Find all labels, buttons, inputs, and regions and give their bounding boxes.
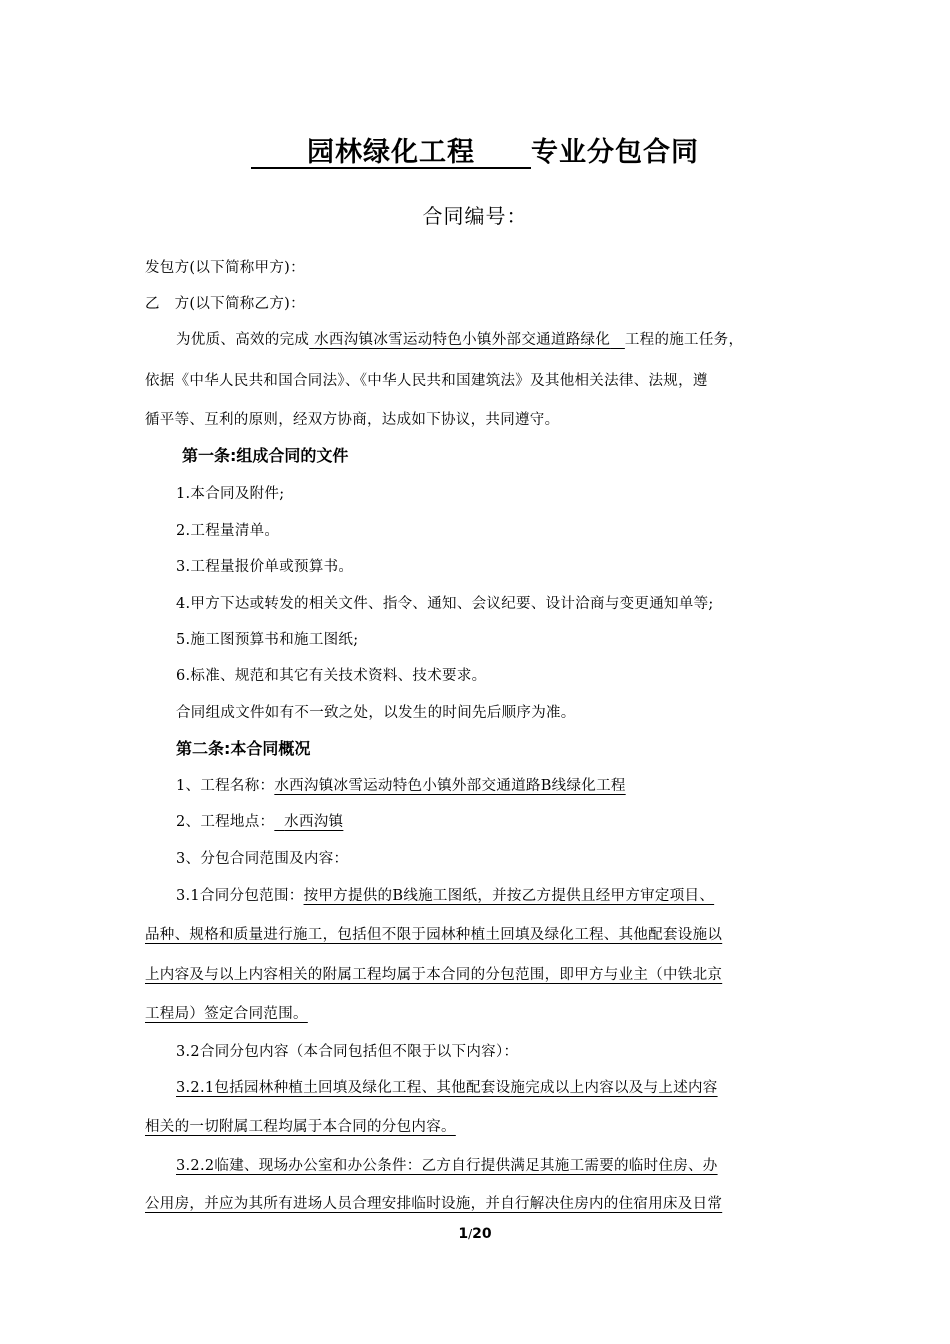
scope-3-1-line-1 bbox=[176, 884, 714, 905]
current-page: 1 bbox=[458, 1226, 469, 1242]
intro-line-1 bbox=[176, 328, 743, 349]
article-1-item: 4.甲方下达或转发的相关文件、指令、通知、会议纪要、设计洽商与变更通知单等; bbox=[176, 596, 714, 612]
party-a-line: 发包方(以下简称甲方)： bbox=[145, 260, 305, 276]
article-2-heading: 第二条:本合同概况 bbox=[176, 739, 311, 758]
scope-3-1-line-3: 上内容及与以上内容相关的附属工程均属于本合同的分包范围，即甲方与业主（中铁北京 bbox=[145, 967, 723, 983]
page-separator: / bbox=[468, 1227, 473, 1241]
intro-project-text: 水西沟镇冰雪运动特色小镇外部交通道路绿化 bbox=[314, 332, 611, 348]
project-name-label: 1、工程名称： bbox=[176, 778, 275, 794]
scope-3-2-1-line-1: 3.2.1包括园林种植土回填及绿化工程、其他配套设施完成以上内容以及与上述内容 bbox=[176, 1080, 718, 1096]
article-1-item: 3.工程量报价单或预算书。 bbox=[176, 559, 354, 575]
intro-suffix: 工程的施工任务， bbox=[624, 332, 744, 348]
article-1-heading: 第一条:组成合同的文件 bbox=[182, 446, 349, 465]
scope-3-1-label: 3.1合同分包范围： bbox=[176, 888, 304, 904]
intro-project-name bbox=[309, 332, 625, 348]
contract-number-label: 合同编号： bbox=[422, 204, 528, 228]
scope-3-1-line-4: 工程局）签定合同范围。 bbox=[145, 1006, 308, 1022]
project-name-value: 水西沟镇冰雪运动特色小镇外部交通道路B线绿化工程 bbox=[274, 778, 626, 794]
document-title bbox=[0, 130, 950, 169]
intro-prefix: 为优质、高效的完成 bbox=[176, 332, 310, 348]
scope-3-2-2-line-1: 3.2.2临建、现场办公室和办公条件：乙方自行提供满足其施工需要的临时住房、办 bbox=[176, 1158, 718, 1174]
article-1-item: 6.标准、规范和其它有关技术资料、技术要求。 bbox=[176, 668, 487, 684]
scope-heading: 3、分包合同范围及内容： bbox=[176, 851, 349, 867]
project-location-label: 2、工程地点： bbox=[176, 814, 275, 830]
scope-3-2-1-line-2: 相关的一切附属工程均属于本合同的分包内容。 bbox=[145, 1119, 456, 1135]
scope-3-2-heading: 3.2合同分包内容（本合同包括但不限于以下内容）： bbox=[176, 1044, 519, 1060]
intro-line-3: 循平等、互利的原则，经双方协商，达成如下协议，共同遵守。 bbox=[145, 412, 560, 428]
scope-3-1-line-2: 品种、规格和质量进行施工，包括但不限于园林种植土回填及绿化工程、其他配套设施以 bbox=[145, 927, 723, 943]
scope-3-1-text: 按甲方提供的B线施工图纸，并按乙方提供且经甲方审定项目、 bbox=[303, 888, 715, 904]
intro-line-2: 依据《中华人民共和国合同法》、《中华人民共和国建筑法》及其他相关法律、法规，遵 bbox=[145, 373, 708, 389]
project-location-line bbox=[176, 810, 687, 831]
title-project: 园林绿化工程 bbox=[307, 137, 475, 168]
project-location-value: 水西沟镇 bbox=[284, 814, 344, 830]
party-b-line: 乙 方(以下简称乙方)： bbox=[145, 296, 305, 312]
article-1-note: 合同组成文件如有不一致之处，以发生的时间先后顺序为准。 bbox=[176, 705, 576, 721]
page-number bbox=[0, 1226, 950, 1242]
title-suffix: 专业分包合同 bbox=[531, 137, 699, 168]
scope-3-2-2-line-2: 公用房，并应为其所有进场人员合理安排临时设施，并自行解决住房内的住宿用床及日常 bbox=[145, 1196, 723, 1212]
article-1-item: 1.本合同及附件; bbox=[176, 486, 285, 502]
article-1-item: 5.施工图预算书和施工图纸; bbox=[176, 632, 359, 648]
total-pages: 20 bbox=[472, 1226, 492, 1242]
article-1-item: 2.工程量清单。 bbox=[176, 523, 280, 539]
title-project-blank bbox=[251, 137, 531, 168]
project-name-line bbox=[176, 774, 626, 795]
project-location-field bbox=[274, 814, 687, 830]
